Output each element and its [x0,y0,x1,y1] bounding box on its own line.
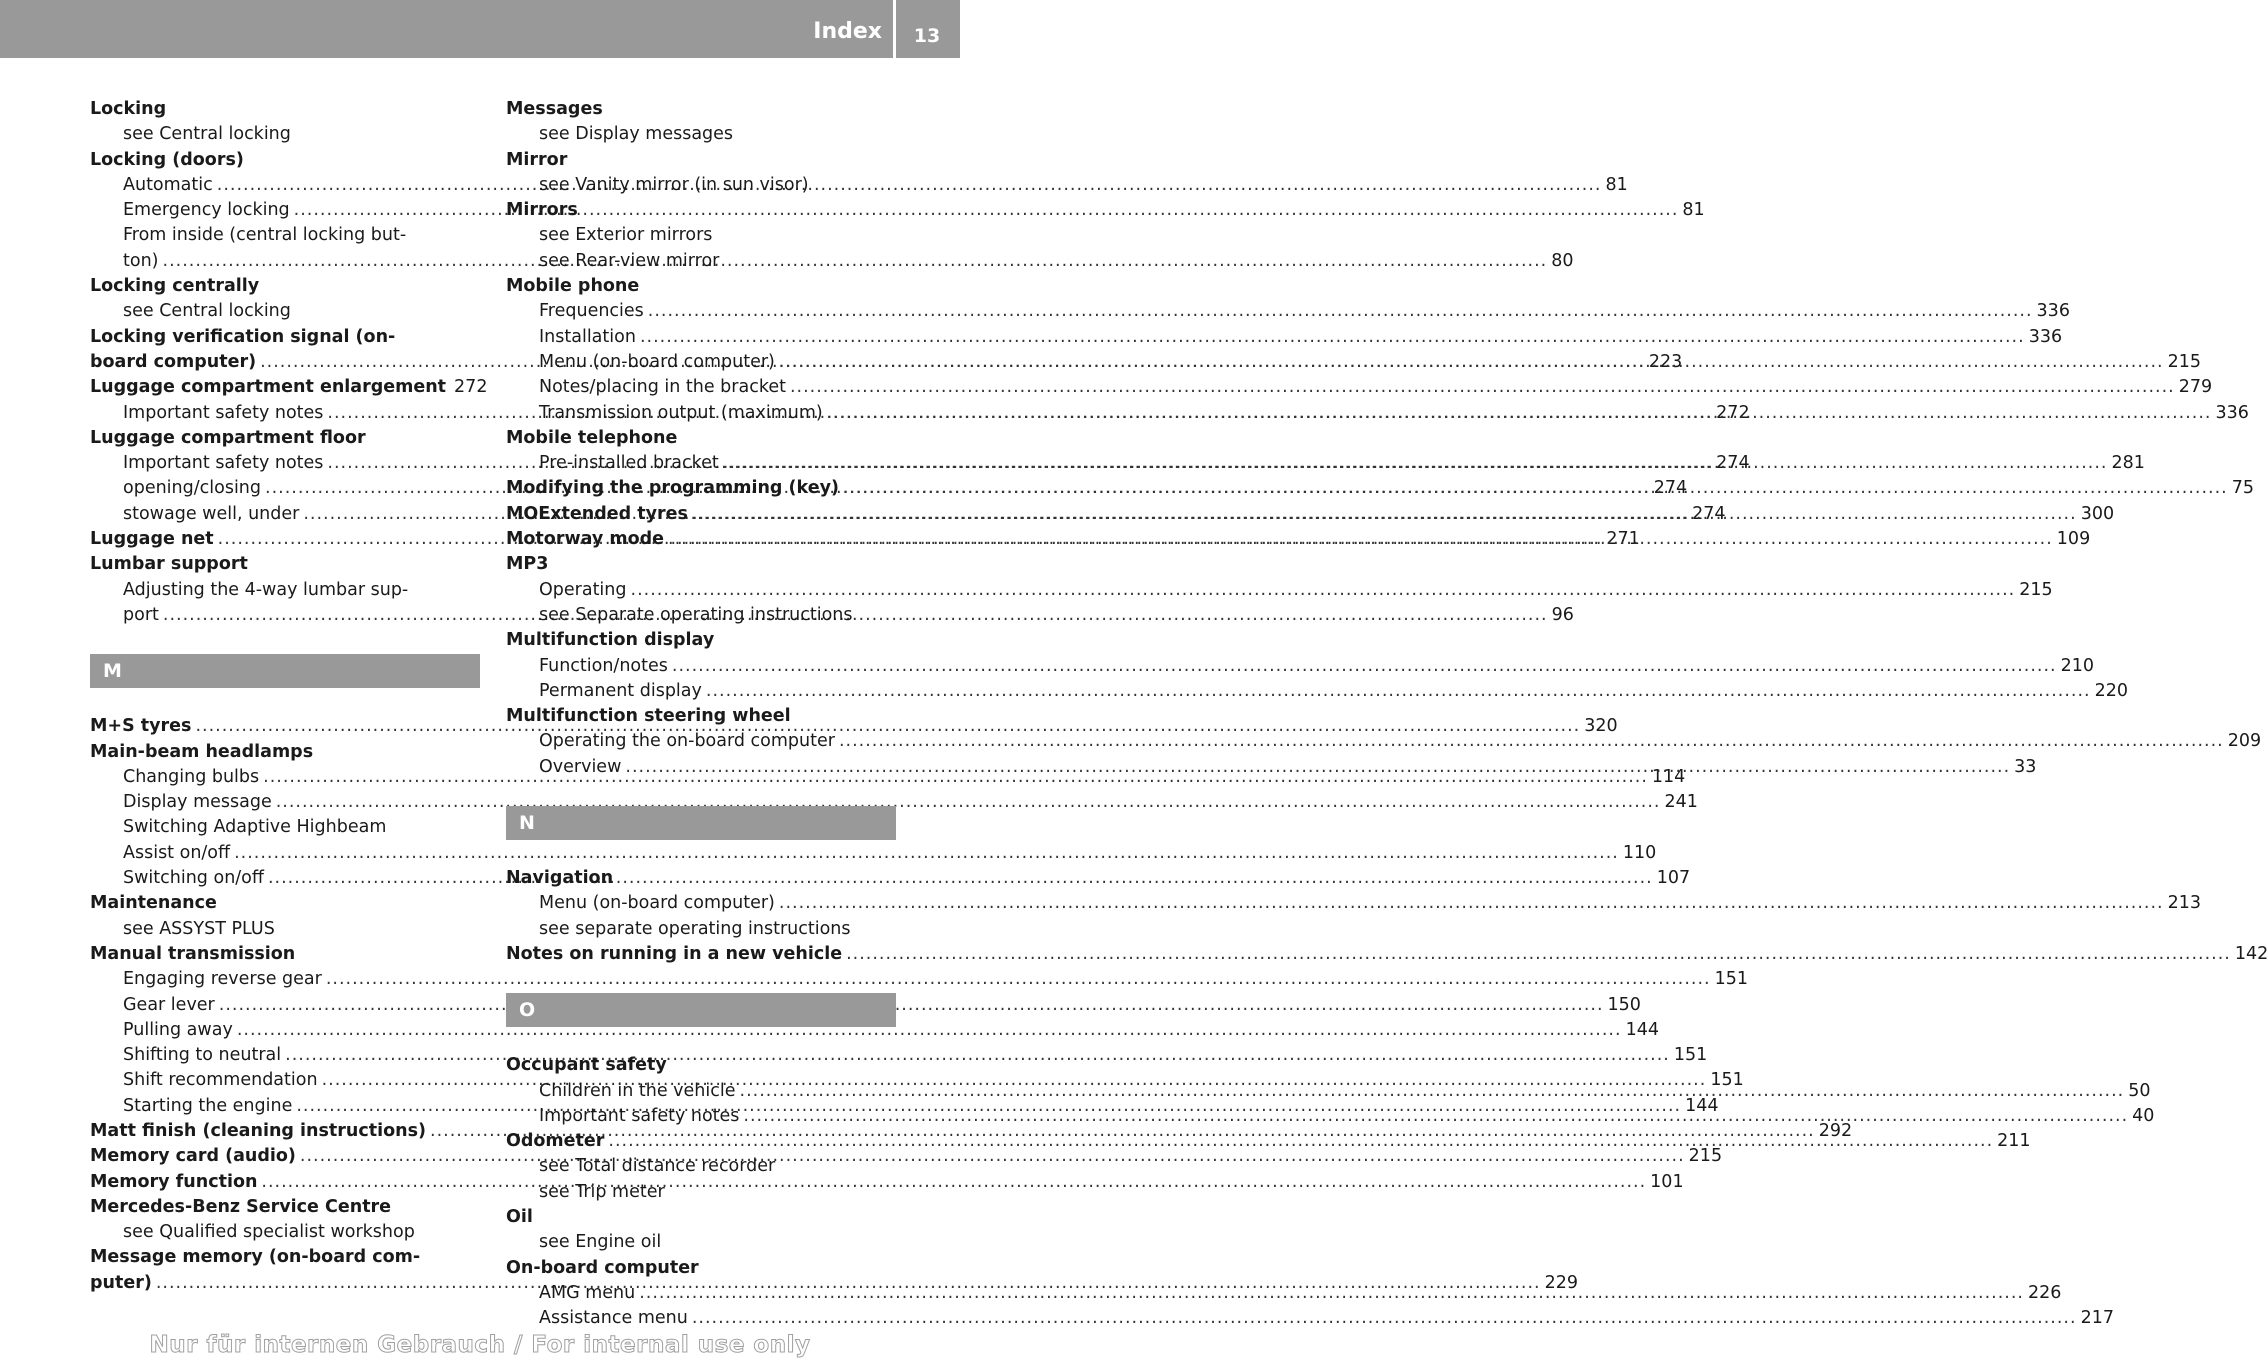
entry-label: Shifting to neutral [123,1045,282,1066]
index-subentry-operating-the-on-board-computer [506,729,2262,754]
index-entry-notes-on-running-in-a-new-vehicle [506,942,2268,967]
header-separator [893,0,896,58]
entry-label: opening/closing [123,478,262,499]
entry-label: Starting the engine [123,1095,293,1116]
entry-label: Assistance menu [539,1308,688,1329]
index-subentry-assistance-menu [506,1306,2114,1331]
page-reference: 80 [1551,250,1574,271]
index-entry-mobile-phone [506,274,896,299]
index-subentry-see-display-messages [506,122,896,147]
dot-leader [625,755,2010,780]
entry-label: Function/notes [539,655,668,676]
section-header-m: M [90,654,480,688]
dot-leader [608,1129,1993,1154]
entry-label: see separate operating instructions [539,918,851,939]
entry-label: board computer) [90,351,257,372]
index-entry-mobile-telephone [506,426,896,451]
index-entry-occupant-safety [506,1053,896,1078]
index-entry-lumbar-support [90,552,480,577]
index-entry-maintenance [90,891,480,916]
index-entry-locking-verification-signal-on [90,325,480,350]
page-reference: 81 [1682,200,1705,221]
entry-label: Emergency locking [123,200,290,221]
entry-label: Occupant safety [506,1055,667,1076]
page-reference: 215 [1688,1146,1723,1167]
entry-label: M+S tyres [90,716,192,737]
page-reference: 336 [2028,326,2063,347]
index-subentry-see-qualified-specialist-workshop [90,1220,480,1245]
entry-label: Locking (doors) [90,149,244,170]
index-entry-oil [506,1205,896,1230]
dot-leader [237,1018,1622,1043]
entry-label: Assist on/off [123,842,231,863]
dot-leader [779,891,2164,916]
entry-label: Odometer [506,1131,605,1152]
page-reference: 151 [1714,969,1749,990]
index-subentry-from-inside-central-locking-but [90,223,480,248]
entry-label: see Total distance recorder [539,1156,776,1177]
index-subentry-see-assyst-plus [90,917,480,942]
index-entry-locking-centrally [90,274,480,299]
entry-label: Menu (on-board computer) [539,351,775,372]
entry-label: Memory card (audio) [90,1146,296,1167]
index-subentry-see-trip-meter [506,1180,896,1205]
page-reference: 336 [2215,402,2249,423]
index-subentry-see-central-locking [90,299,480,324]
index-subentry-see-vanity-mirror-in-sun-visor [506,173,896,198]
entry-label: Mobile telephone [506,427,678,448]
page-header [0,0,960,58]
page-reference: 210 [2060,655,2095,676]
entry-label: MOExtended tyres [506,503,688,524]
page-reference: 215 [2019,579,2053,600]
page-reference: 300 [2080,503,2115,524]
index-entry-luggage-compartment-floor [90,426,480,451]
page-reference: 271 [1606,529,1640,550]
index-subentry-display-message [90,790,1698,815]
entry-label: Memory function [90,1171,258,1192]
page-reference: 101 [1650,1171,1684,1192]
entry-label: Mirror [506,149,568,170]
index-subentry-operating [506,578,2053,603]
index-entry-on-board-computer [506,1256,896,1281]
page-reference: 151 [1673,1045,1708,1066]
dot-leader [261,1170,1646,1195]
entry-label: Mirrors [506,200,578,221]
section-spacer [506,780,896,806]
page-reference: 274 [1692,503,1726,524]
page-reference: 151 [1710,1070,1744,1091]
entry-label: Maintenance [90,893,217,914]
page-reference: 75 [2231,478,2255,499]
index-entry-multifunction-display [506,628,896,653]
page-reference: 217 [2080,1308,2114,1329]
entry-label: see Separate operating instructions [539,604,853,625]
page-reference: 211 [1997,1131,2031,1152]
page-reference: 144 [1685,1095,1719,1116]
dot-leader [743,1104,2128,1129]
entry-label: Pre-installed bracket [539,453,719,474]
index-entry-main-beam-headlamps [90,740,480,765]
dot-leader [668,527,2053,552]
page-reference: 220 [2094,680,2129,701]
entry-label: Mobile phone [506,276,640,297]
entry-label: Frequencies [539,301,644,322]
page-reference: 209 [2227,731,2262,752]
entry-label: Locking verification signal (on- [90,326,396,347]
entry-label: ton) [123,250,159,271]
entry-label: Multifunction display [506,630,715,651]
entry-label: Navigation [506,868,614,889]
dot-leader [648,299,2033,324]
entry-label: Children in the vehicle [539,1080,736,1101]
index-entry-manual-transmission [90,942,480,967]
entry-label: Luggage net [90,529,214,550]
entry-label: On-board computer [506,1257,699,1278]
index-entry-message-memory-on-board-com [90,1245,480,1270]
page-reference: 107 [1656,868,1691,889]
index-entry-locking [90,97,480,122]
page-reference: 81 [1605,174,1628,195]
page-reference: 229 [1544,1272,1579,1293]
page-reference: 144 [1625,1019,1659,1040]
index-subentry-see-exterior-mirrors [506,223,896,248]
index-subentry-permanent-display [506,679,2129,704]
entry-label: Modifying the programming (key) [506,478,839,499]
dot-leader [706,679,2091,704]
entry-label: Changing bulbs [123,766,260,787]
entry-label: Pulling away [123,1019,233,1040]
index-subentry-menu-on-board-computer [506,891,2202,916]
entry-label: Switching on/off [123,868,264,889]
page-reference: 274 [1716,453,1750,474]
page-reference: 96 [1551,604,1574,625]
entry-label: Permanent display [539,680,702,701]
entry-label: see Qualified specialist workshop [123,1222,415,1243]
dot-leader [234,841,1619,866]
entry-label: Oil [506,1206,533,1227]
dot-leader [631,578,2016,603]
index-entry-luggage-compartment-enlargement [90,375,488,400]
index-entry-multifunction-steering-wheel [506,704,896,729]
entry-label: Messages [506,99,603,119]
entry-label: see Engine oil [539,1232,662,1253]
entry-label: see Central locking [123,124,291,145]
index-subentry-see-separate-operating-instructions [506,603,896,628]
page-reference: 223 [1648,351,1683,372]
index-subentry-installation [506,325,2063,350]
dot-leader [692,1306,2077,1331]
dot-leader [640,325,2025,350]
page-reference: 110 [1622,842,1657,863]
entry-label: Engaging reverse gear [123,969,322,990]
entry-label: Shift recommendation [123,1070,318,1091]
entry-label: Notes on running in a new vehicle [506,943,843,964]
index-subentry-adjusting-the-4-way-lumbar-sup [90,578,480,603]
page-reference: 241 [1664,792,1698,813]
dot-leader [827,401,2212,426]
page-reference: 33 [2014,756,2037,777]
dot-leader [672,654,2057,679]
entry-label: MP3 [506,554,549,575]
entry-label: see Rear-view mirror [539,250,720,271]
page-number: 13 [913,25,941,47]
dot-leader [779,350,2164,375]
dot-leader [846,942,2231,967]
page-reference: 40 [2132,1105,2155,1126]
entry-label: Operating the on-board computer [539,731,835,752]
index-subentry-switching-adaptive-highbeam [90,815,480,840]
page-reference: 213 [2167,893,2202,914]
index-entry-mp3 [506,552,896,577]
entry-label: see ASSYST PLUS [123,918,275,939]
entry-label: Important safety notes [539,1105,740,1126]
entry-label: see Central locking [123,301,291,322]
page-reference: 114 [1651,766,1686,787]
index-entry-mirrors [506,198,896,223]
section-header-o: O [506,993,896,1027]
entry-label: Mercedes-Benz Service Centre [90,1196,392,1217]
entry-label: Locking centrally [90,276,260,297]
index-subentry-see-central-locking [90,122,480,147]
dot-leader [285,1043,1670,1068]
entry-label: Important safety notes [123,402,324,423]
entry-label: Multifunction steering wheel [506,706,791,727]
section-spacer [506,1027,896,1053]
dot-leader [740,1079,2125,1104]
page-reference: 292 [1818,1120,1853,1141]
index-entry-navigation [506,866,896,891]
entry-label: Display message [123,792,272,813]
entry-label: Luggage compartment enlargement [90,377,447,398]
page-reference: 336 [2036,301,2070,322]
page-reference: 150 [1607,994,1641,1015]
entry-label: see Trip meter [539,1181,665,1202]
page-reference: 142 [2234,943,2268,964]
entry-label: Matt finish (cleaning instructions) [90,1120,426,1141]
index-subentry-see-rear-view-mirror [506,249,896,274]
dot-leader [268,866,1653,891]
index-entry-locking-doors [90,148,480,173]
entry-label: Adjusting the 4-way lumbar sup- [123,579,409,600]
header-title: Index [813,19,882,44]
index-subentry-engaging-reverse-gear [90,967,1749,992]
page-reference: 109 [2056,529,2091,550]
entry-label: see Display messages [539,124,734,145]
page-reference: 50 [2128,1080,2151,1101]
dot-leader [217,173,1602,198]
page-reference: 272 [1716,402,1750,423]
section-spacer [506,840,896,866]
dot-leader [276,790,1661,815]
index-subentry-assist-on-off [90,841,1657,866]
entry-label: Switching Adaptive Highbeam [123,817,387,838]
entry-label: Main-beam headlamps [90,741,314,762]
dot-leader [839,729,2224,754]
index-entry-mirror [506,148,896,173]
dot-leader [219,993,1604,1018]
page-reference: 215 [2167,351,2202,372]
entry-label: AMG menu [539,1282,636,1303]
entry-label: Motorway mode [506,529,665,550]
entry-label: stowage well, under [123,503,300,524]
entry-label: Luggage compartment floor [90,427,366,448]
entry-label: port [123,604,159,625]
entry-label: see Vanity mirror (in sun visor) [539,174,809,195]
section-header-n: N [506,806,896,840]
entry-label: Operating [539,579,627,600]
dot-leader [790,375,2175,400]
entry-label: Locking [90,99,167,119]
entry-label: Manual transmission [90,943,296,964]
page-reference: 272 [454,377,488,398]
index-subentry-function-notes [506,654,2095,679]
entry-label: Notes/placing in the bracket [539,377,786,398]
entry-label: Menu (on-board computer) [539,893,775,914]
entry-label: Message memory (on-board com- [90,1247,421,1268]
entry-label: Installation [539,326,636,347]
footer-watermark: Nur für internen Gebrauch / For internal use only [149,1332,811,1358]
entry-label: Gear lever [123,994,215,1015]
entry-label: Important safety notes [123,453,324,474]
index-subentry-see-separate-operating-instructions [506,917,896,942]
dot-leader [639,1281,2024,1306]
entry-label: see Exterior mirrors [539,225,713,246]
entry-label: From inside (central locking but- [123,225,407,246]
entry-label: Lumbar support [90,554,248,575]
index-entry-messages [506,97,896,122]
page-reference: 279 [2178,377,2213,398]
dot-leader [843,476,2228,501]
section-spacer [506,967,896,993]
entry-label: puter) [90,1272,152,1293]
index-subentry-notes-placing-in-the-bracket [506,375,2213,400]
dot-leader [723,451,2108,476]
entry-label: Automatic [123,174,213,195]
index-subentry-gear-lever [90,993,1641,1018]
entry-label: Overview [539,756,622,777]
page-reference: 281 [2111,453,2145,474]
dot-leader [294,198,1679,223]
index-subentry-see-total-distance-recorder [506,1154,896,1179]
page-reference: 274 [1653,478,1688,499]
index-subentry-see-engine-oil [506,1230,896,1255]
page-reference: 226 [2027,1282,2062,1303]
section-spacer [90,688,480,714]
index-entry-mercedes-benz-service-centre [90,1195,480,1220]
entry-label: Transmission output (maximum) [539,402,823,423]
index-subentry-pulling-away [90,1018,1659,1043]
index-subentry-frequencies [506,299,2070,324]
page-reference: 320 [1584,716,1618,737]
dot-leader [692,502,2077,527]
section-spacer [90,628,480,654]
